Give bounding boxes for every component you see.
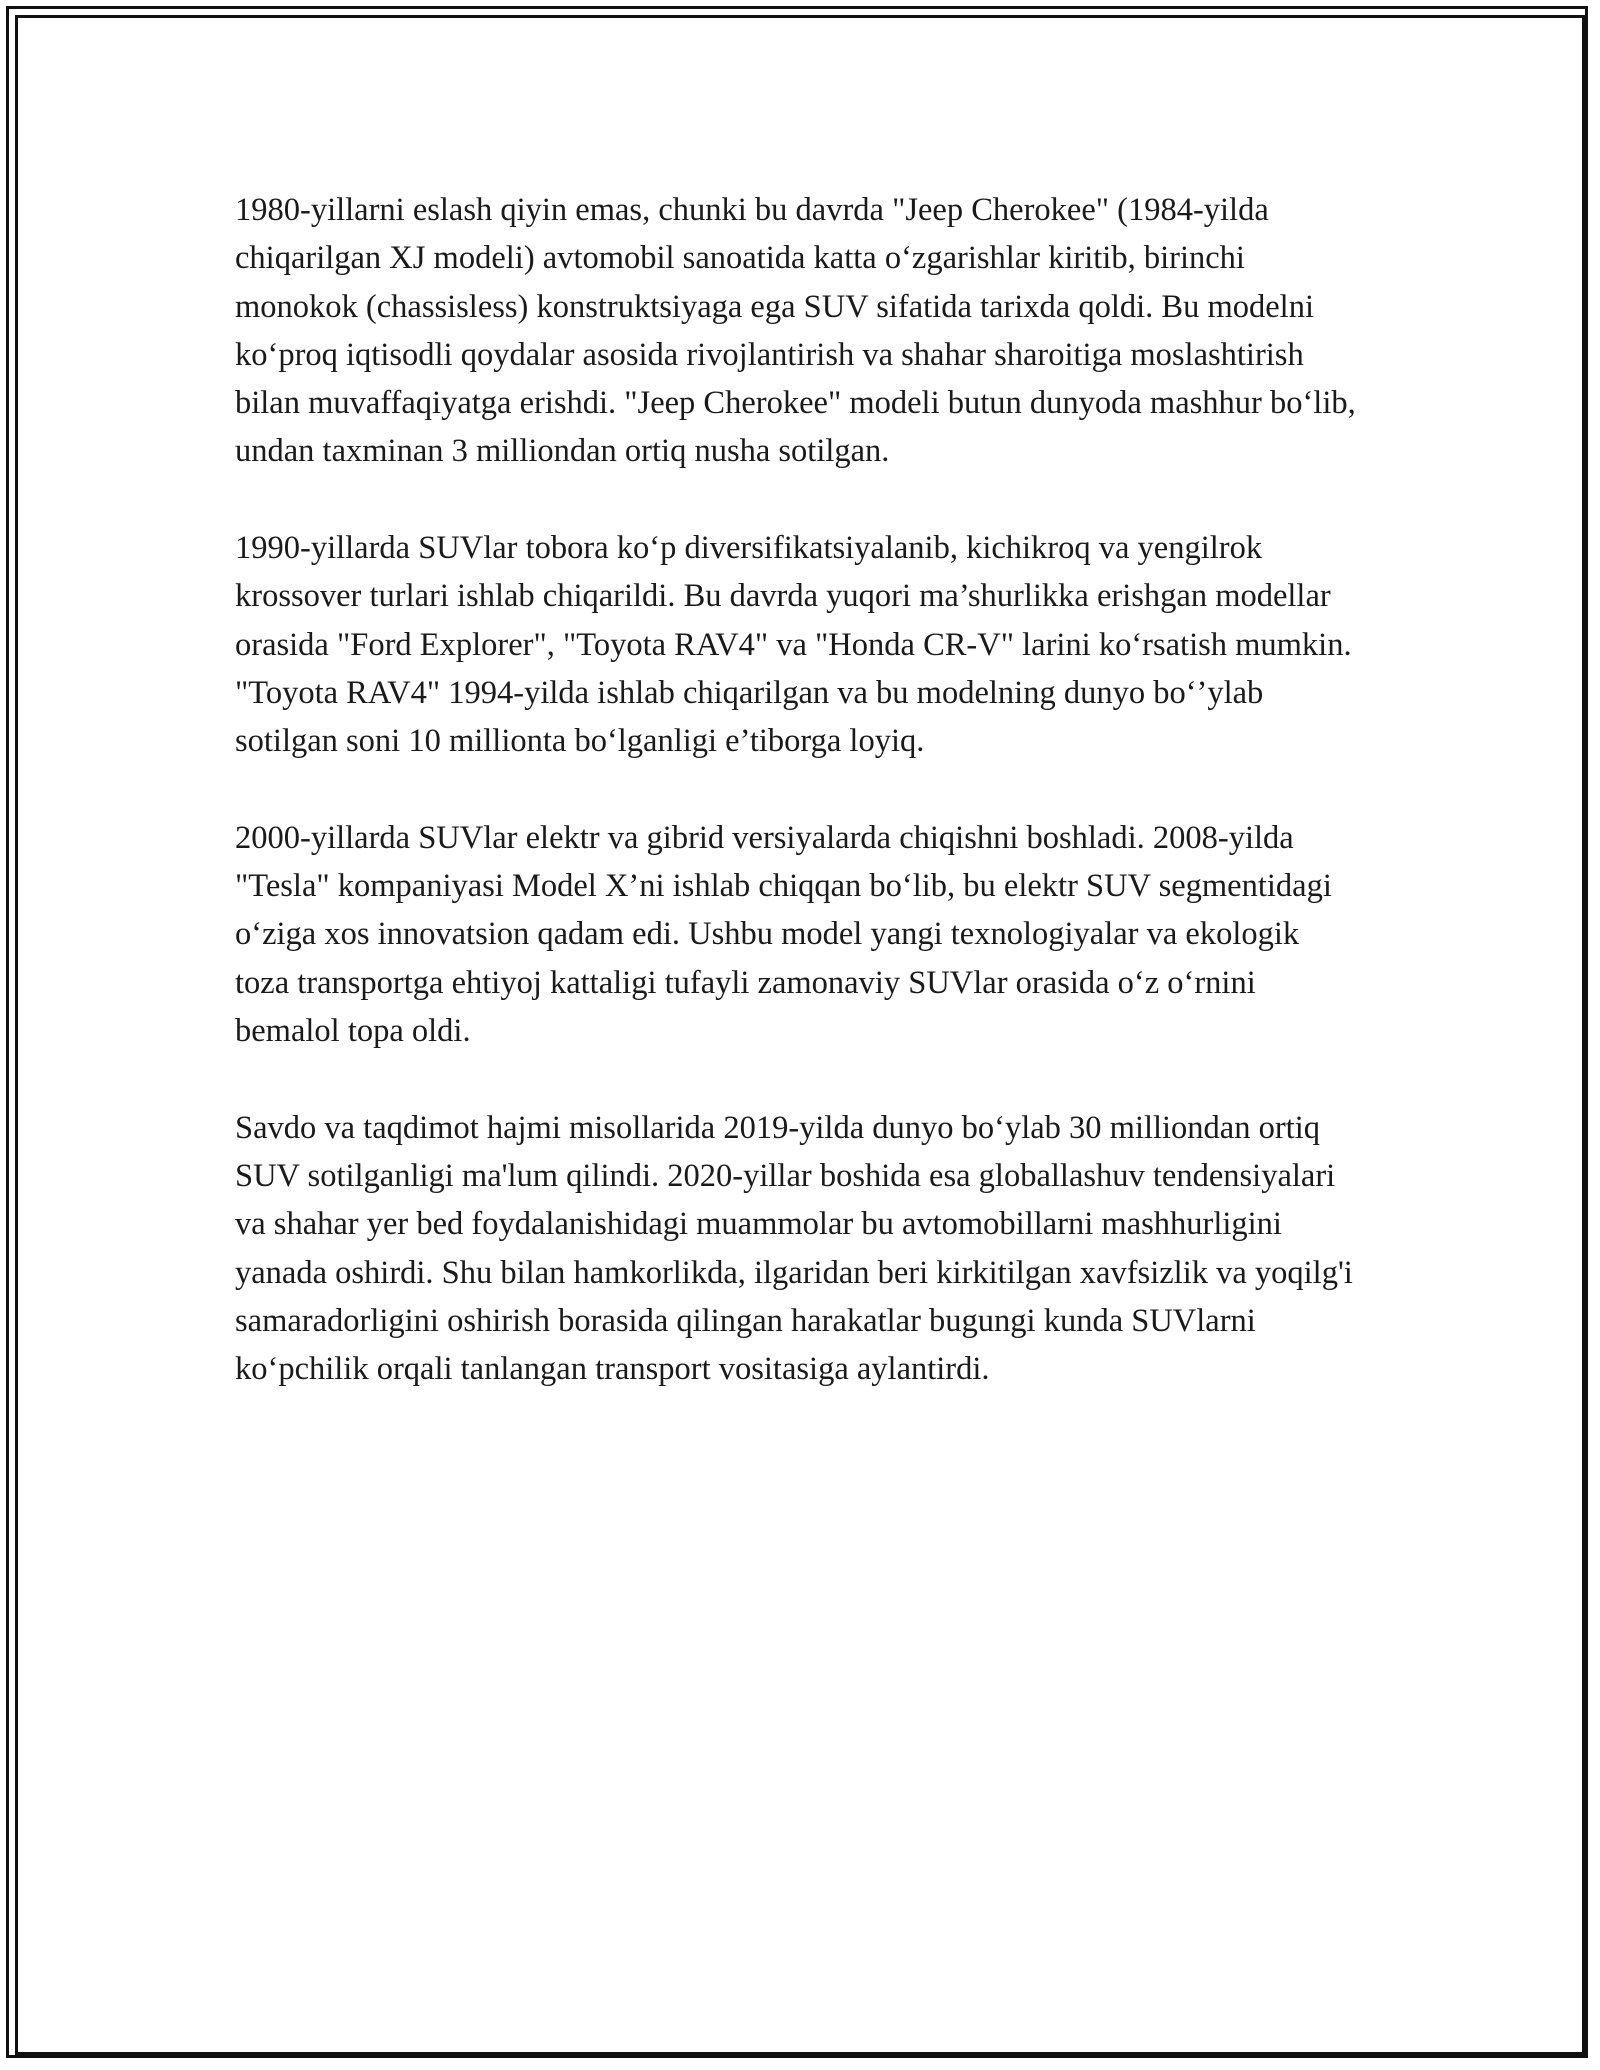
paragraph-2000s: 2000-yillarda SUVlar elektr va gibrid versiyalarda chiqishni boshladi. 2008-yilda "Tesla" kompaniyasi Model X’ni ishlab chiqqan bo‘lib, bu elektr SUV segmentidagi o‘ziga xos innovatsion qadam edi. Ushbu model yangi texnologiyalar va ekologik toza transportga ehtiyoj kattaligi tufayli zamonaviy SUVlar orasida o‘z o‘rnini bemalol topa oldi. bbox=[235, 819, 1332, 1050]
document-body bbox=[235, 186, 1360, 1393]
paragraph-sales: Savdo va taqdimot hajmi misollarida 2019-yilda dunyo bo‘ylab 30 milliondan ortiq SUV sotilganligi ma'lum qilindi. 2020-yillar boshida esa globallashuv tendensiyalari va shahar yer bed foydalanishidagi muammolar bu avtomobillarni mashhurligini yanada oshirdi. Shu bilan hamkorlikda, ilgaridan beri kirkitilgan xavfsizlik va yoqilg'i samaradorligini oshirish borasida qilingan harakatlar bugungi kunda SUVlarni ko‘pchilik orqali tanlangan transport vositasiga aylantirdi. bbox=[235, 1109, 1353, 1388]
paragraph-1990s: 1990-yillarda SUVlar tobora ko‘p diversifikatsiyalanib, kichikroq va yengilrok krossover turlari ishlab chiqarildi. Bu davrda yuqori ma’shurlikka erishgan modellar orasida "Ford Explorer", "Toyota RAV4" va "Honda CR-V" larini ko‘rsatish mumkin. "Toyota RAV4" 1994-yilda ishlab chiqarilgan va bu modelning dunyo bo‘’ylab sotilgan soni 10 millionta bo‘lganligi e’tiborga loyiq. bbox=[235, 530, 1352, 760]
paragraph-1980s: 1980-yillarni eslash qiyin emas, chunki bu davrda "Jeep Cherokee" (1984-yilda chiqarilgan XJ modeli) avtomobil sanoatida katta o‘zgarishlar kiritib, birinchi monokok (chassisless) konstruktsiyaga ega SUV sifatida tarixda qoldi. Bu modelni ko‘proq iqtisodli qoydalar asosida rivojlantirish va shahar sharoitiga moslashtirish bilan muvaffaqiyatga erishdi. "Jeep Cherokee" modeli butun dunyoda mashhur bo‘lib, undan taxminan 3 milliondan ortiq nusha sotilgan. bbox=[235, 192, 1356, 470]
